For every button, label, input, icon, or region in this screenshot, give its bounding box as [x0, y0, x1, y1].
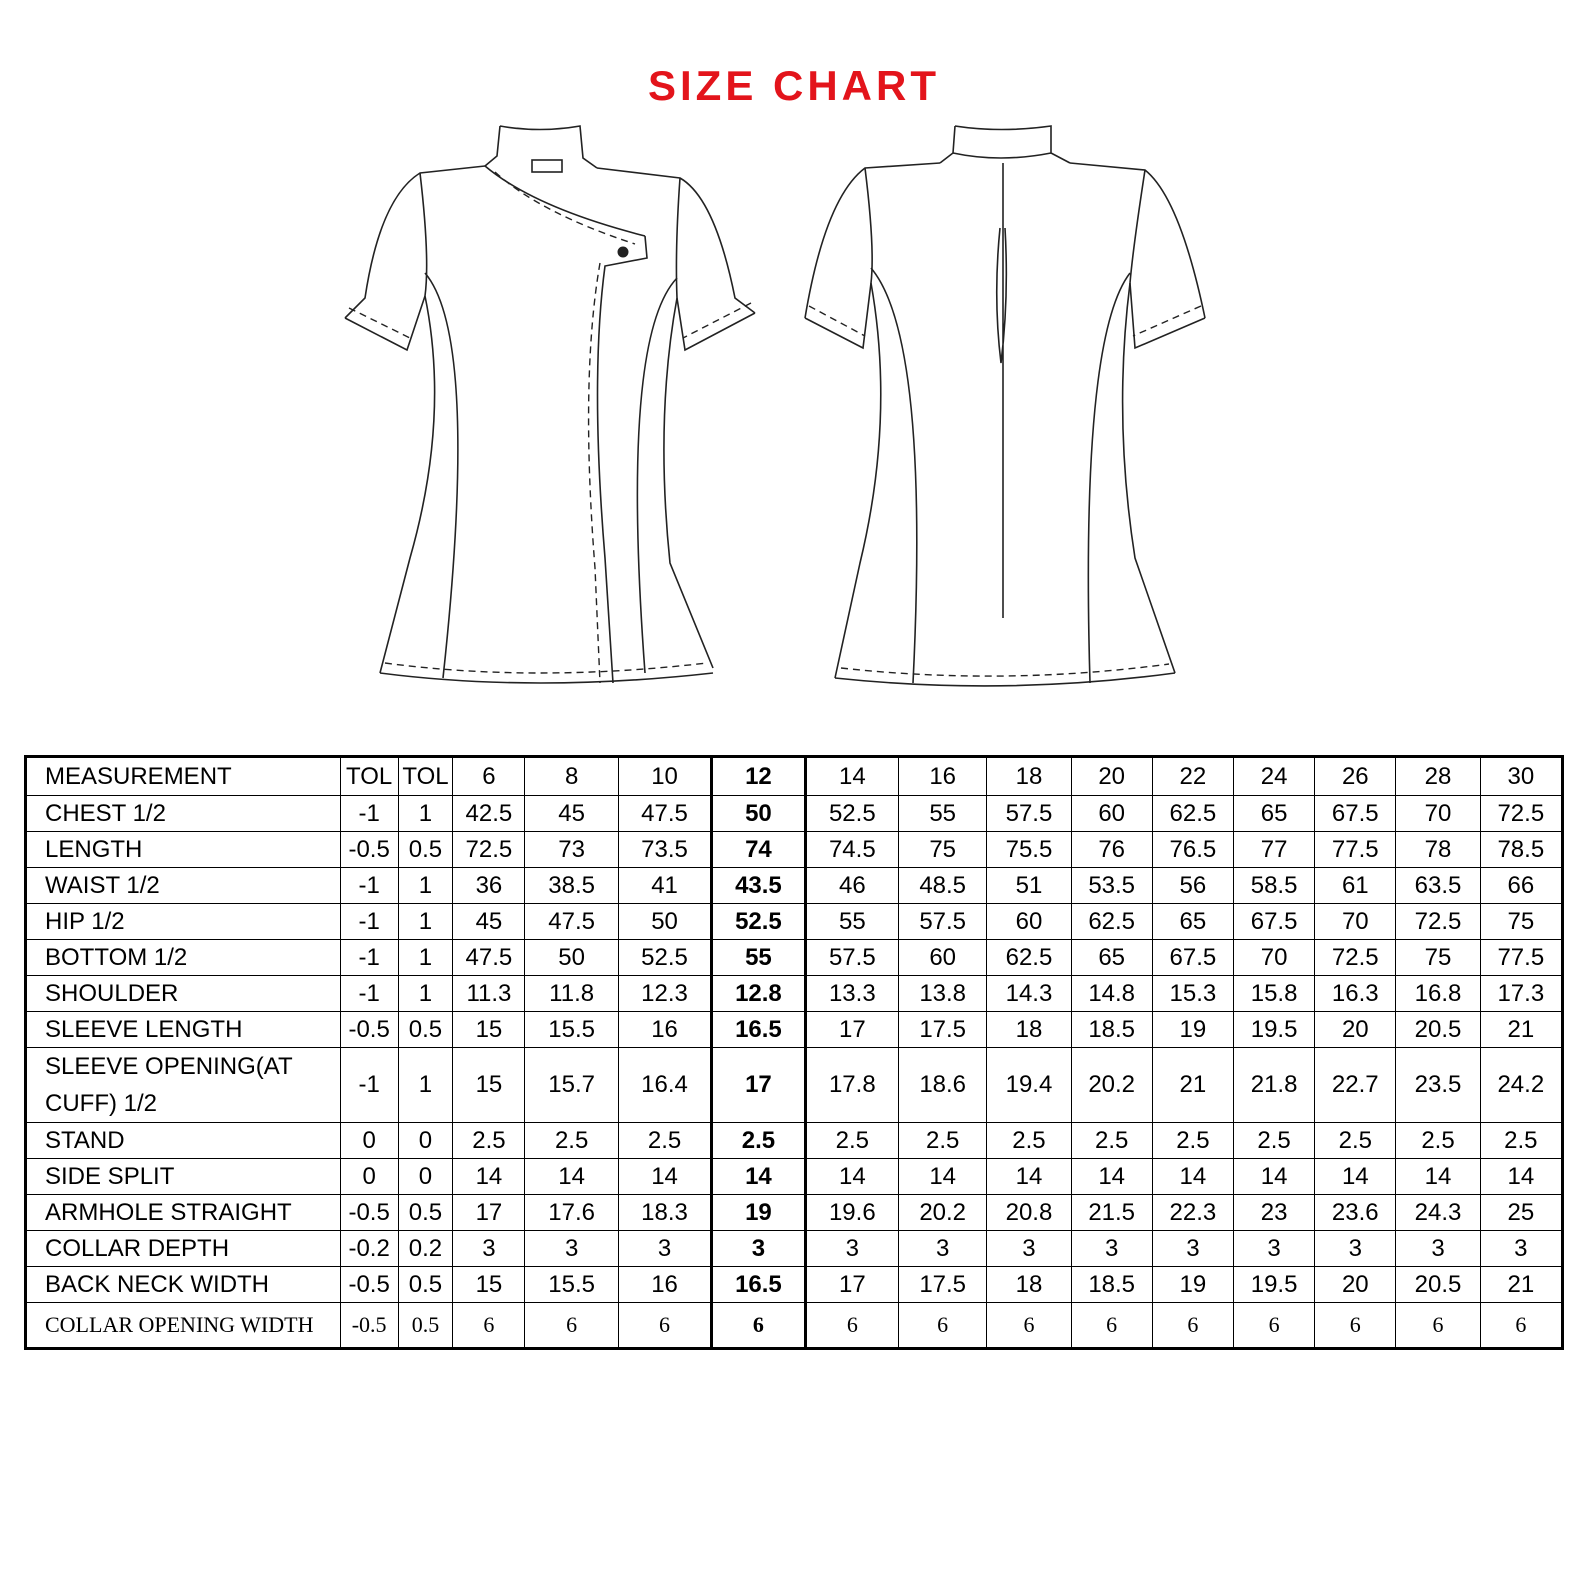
table-row [26, 832, 1563, 868]
table-cell: 23.6 [1315, 1195, 1396, 1231]
table-cell: 17.5 [899, 1012, 987, 1048]
table-cell: 20.2 [899, 1195, 987, 1231]
table-cell: 22.3 [1152, 1195, 1233, 1231]
table-cell: 20 [1315, 1012, 1396, 1048]
table-cell: 16.5 [712, 1267, 805, 1303]
table-cell: 0 [340, 1123, 398, 1159]
table-cell: 1 [398, 976, 453, 1012]
measurement-label: LENGTH [26, 832, 341, 868]
table-cell: 45 [525, 796, 618, 832]
table-cell: 17.5 [899, 1267, 987, 1303]
table-cell: 50 [712, 796, 805, 832]
table-cell: 20.2 [1071, 1048, 1152, 1123]
measurement-label: SHOULDER [26, 976, 341, 1012]
table-cell: 24.2 [1480, 1048, 1562, 1123]
table-cell: 77.5 [1315, 832, 1396, 868]
table-cell: 3 [1233, 1231, 1314, 1267]
table-cell: 16.3 [1315, 976, 1396, 1012]
table-cell: 14 [1315, 1159, 1396, 1195]
table-cell: 15.7 [525, 1048, 618, 1123]
table-cell: 50 [618, 904, 711, 940]
table-cell: 18.3 [618, 1195, 711, 1231]
table-cell: 13.8 [899, 976, 987, 1012]
table-cell: -1 [340, 940, 398, 976]
table-cell: 19.6 [805, 1195, 898, 1231]
table-cell: 2.5 [712, 1123, 805, 1159]
table-cell: 77 [1233, 832, 1314, 868]
table-cell: 1 [398, 796, 453, 832]
table-cell: 16 [618, 1267, 711, 1303]
table-cell: 14 [1152, 1159, 1233, 1195]
table-cell: 19 [1152, 1012, 1233, 1048]
table-cell: 3 [453, 1231, 525, 1267]
table-cell: 66 [1480, 868, 1562, 904]
table-cell: 2.5 [1480, 1123, 1562, 1159]
table-cell: 22.7 [1315, 1048, 1396, 1123]
table-cell: 72.5 [453, 832, 525, 868]
table-cell: -1 [340, 796, 398, 832]
table-cell: 17.6 [525, 1195, 618, 1231]
table-cell: 1 [398, 1048, 453, 1123]
table-cell: 17 [712, 1048, 805, 1123]
table-cell: 17.3 [1480, 976, 1562, 1012]
table-cell: 2.5 [899, 1123, 987, 1159]
table-cell: 14 [1480, 1159, 1562, 1195]
table-cell: 14 [453, 1159, 525, 1195]
header-cell: 14 [805, 757, 898, 796]
table-cell: 74.5 [805, 832, 898, 868]
measurement-label: STAND [26, 1123, 341, 1159]
table-cell: 52.5 [618, 940, 711, 976]
table-cell: 16.4 [618, 1048, 711, 1123]
table-cell: 60 [899, 940, 987, 976]
table-row [26, 940, 1563, 976]
header-cell: TOL [340, 757, 398, 796]
table-cell: 60 [1071, 796, 1152, 832]
table-cell: 57.5 [899, 904, 987, 940]
table-cell: 21.8 [1233, 1048, 1314, 1123]
table-cell: 70 [1233, 940, 1314, 976]
table-cell: 15.3 [1152, 976, 1233, 1012]
table-cell: 1 [398, 904, 453, 940]
table-cell: 19 [1152, 1267, 1233, 1303]
table-cell: 75.5 [987, 832, 1071, 868]
table-cell: 65 [1233, 796, 1314, 832]
table-cell: 46 [805, 868, 898, 904]
table-cell: -0.5 [340, 1195, 398, 1231]
table-row [26, 796, 1563, 832]
header-cell: 12 [712, 757, 805, 796]
table-cell: 3 [1315, 1231, 1396, 1267]
size-chart-body [26, 757, 1563, 1349]
table-cell: 77.5 [1480, 940, 1562, 976]
table-cell: 3 [1480, 1231, 1562, 1267]
table-row [26, 1012, 1563, 1048]
table-cell: 0.2 [398, 1231, 453, 1267]
table-cell: 18.5 [1071, 1267, 1152, 1303]
table-cell: 3 [618, 1231, 711, 1267]
table-cell: 6 [618, 1303, 711, 1349]
table-cell: 47.5 [525, 904, 618, 940]
table-cell: 11.3 [453, 976, 525, 1012]
table-cell: 6 [1315, 1303, 1396, 1349]
table-cell: 65 [1152, 904, 1233, 940]
table-cell: 72.5 [1315, 940, 1396, 976]
table-cell: 70 [1396, 796, 1480, 832]
table-cell: 57.5 [987, 796, 1071, 832]
table-cell: 47.5 [618, 796, 711, 832]
table-cell: 61 [1315, 868, 1396, 904]
table-cell: 0 [340, 1159, 398, 1195]
table-cell: 15.8 [1233, 976, 1314, 1012]
table-cell: 13.3 [805, 976, 898, 1012]
table-cell: -0.5 [340, 1303, 398, 1349]
table-cell: 23.5 [1396, 1048, 1480, 1123]
table-cell: 14 [618, 1159, 711, 1195]
table-cell: 6 [712, 1303, 805, 1349]
table-cell: 0 [398, 1123, 453, 1159]
table-cell: 48.5 [899, 868, 987, 904]
table-cell: 62.5 [987, 940, 1071, 976]
table-cell: 3 [1152, 1231, 1233, 1267]
table-cell: 78 [1396, 832, 1480, 868]
measurement-label: CHEST 1/2 [26, 796, 341, 832]
table-cell: 16 [618, 1012, 711, 1048]
table-cell: 36 [453, 868, 525, 904]
table-cell: 2.5 [1071, 1123, 1152, 1159]
table-cell: 21 [1480, 1267, 1562, 1303]
table-cell: 3 [987, 1231, 1071, 1267]
table-cell: 14 [712, 1159, 805, 1195]
table-cell: 75 [899, 832, 987, 868]
header-cell: 20 [1071, 757, 1152, 796]
table-cell: -1 [340, 904, 398, 940]
table-cell: 6 [805, 1303, 898, 1349]
table-cell: 6 [1071, 1303, 1152, 1349]
table-cell: 75 [1480, 904, 1562, 940]
table-cell: 20 [1315, 1267, 1396, 1303]
table-cell: 55 [805, 904, 898, 940]
table-cell: 63.5 [1396, 868, 1480, 904]
table-cell: 75 [1396, 940, 1480, 976]
table-cell: 24.3 [1396, 1195, 1480, 1231]
table-cell: 62.5 [1071, 904, 1152, 940]
table-row [26, 1123, 1563, 1159]
table-cell: 6 [1233, 1303, 1314, 1349]
table-cell: 6 [987, 1303, 1071, 1349]
table-cell: 76 [1071, 832, 1152, 868]
table-cell: 0 [398, 1159, 453, 1195]
table-cell: 0.5 [398, 1195, 453, 1231]
table-cell: 52.5 [712, 904, 805, 940]
table-cell: 20.5 [1396, 1267, 1480, 1303]
table-cell: 3 [712, 1231, 805, 1267]
header-cell: 24 [1233, 757, 1314, 796]
table-cell: -0.5 [340, 832, 398, 868]
table-cell: 14.3 [987, 976, 1071, 1012]
table-row [26, 904, 1563, 940]
table-cell: 0.5 [398, 1267, 453, 1303]
table-cell: 6 [453, 1303, 525, 1349]
table-cell: 2.5 [525, 1123, 618, 1159]
table-cell: 20.5 [1396, 1012, 1480, 1048]
table-cell: 3 [1396, 1231, 1480, 1267]
table-cell: 21 [1480, 1012, 1562, 1048]
table-cell: 15.5 [525, 1012, 618, 1048]
table-cell: 14 [805, 1159, 898, 1195]
table-cell: 0.5 [398, 1303, 453, 1349]
table-cell: 1 [398, 940, 453, 976]
table-cell: 15.5 [525, 1267, 618, 1303]
header-cell: 6 [453, 757, 525, 796]
table-cell: 65 [1071, 940, 1152, 976]
table-cell: 6 [525, 1303, 618, 1349]
measurement-label: COLLAR DEPTH [26, 1231, 341, 1267]
table-cell: 3 [899, 1231, 987, 1267]
table-cell: 67.5 [1152, 940, 1233, 976]
table-cell: 0.5 [398, 832, 453, 868]
table-cell: -0.2 [340, 1231, 398, 1267]
header-cell: 30 [1480, 757, 1562, 796]
table-cell: 19 [712, 1195, 805, 1231]
table-cell: 17 [453, 1195, 525, 1231]
measurement-label: BACK NECK WIDTH [26, 1267, 341, 1303]
table-cell: 50 [525, 940, 618, 976]
header-cell: 10 [618, 757, 711, 796]
table-cell: -1 [340, 868, 398, 904]
table-cell: 17 [805, 1012, 898, 1048]
table-cell: 76.5 [1152, 832, 1233, 868]
table-cell: 15 [453, 1267, 525, 1303]
table-cell: 16.5 [712, 1012, 805, 1048]
table-row [26, 1195, 1563, 1231]
table-cell: 73 [525, 832, 618, 868]
table-cell: 72.5 [1396, 904, 1480, 940]
header-cell: 28 [1396, 757, 1480, 796]
table-cell: 51 [987, 868, 1071, 904]
table-cell: 18 [987, 1012, 1071, 1048]
table-cell: 19.5 [1233, 1012, 1314, 1048]
table-cell: 14 [525, 1159, 618, 1195]
table-cell: 6 [1480, 1303, 1562, 1349]
measurement-label: ARMHOLE STRAIGHT [26, 1195, 341, 1231]
table-cell: 3 [1071, 1231, 1152, 1267]
measurement-label: WAIST 1/2 [26, 868, 341, 904]
table-cell: 25 [1480, 1195, 1562, 1231]
table-cell: 55 [712, 940, 805, 976]
header-cell: 22 [1152, 757, 1233, 796]
table-cell: -1 [340, 976, 398, 1012]
header-cell: 26 [1315, 757, 1396, 796]
table-cell: 2.5 [618, 1123, 711, 1159]
table-cell: 19.5 [1233, 1267, 1314, 1303]
table-cell: 2.5 [453, 1123, 525, 1159]
table-cell: 6 [899, 1303, 987, 1349]
table-row [26, 868, 1563, 904]
table-cell: 70 [1315, 904, 1396, 940]
table-cell: 62.5 [1152, 796, 1233, 832]
table-cell: 21.5 [1071, 1195, 1152, 1231]
table-cell: -0.5 [340, 1267, 398, 1303]
table-cell: 67.5 [1233, 904, 1314, 940]
table-cell: 56 [1152, 868, 1233, 904]
table-cell: 74 [712, 832, 805, 868]
header-cell: 18 [987, 757, 1071, 796]
table-cell: 14 [1396, 1159, 1480, 1195]
table-cell: 0.5 [398, 1012, 453, 1048]
table-row [26, 1231, 1563, 1267]
table-cell: 67.5 [1315, 796, 1396, 832]
table-cell: 47.5 [453, 940, 525, 976]
table-cell: 21 [1152, 1048, 1233, 1123]
table-cell: 2.5 [987, 1123, 1071, 1159]
table-cell: 14 [899, 1159, 987, 1195]
table-cell: 19.4 [987, 1048, 1071, 1123]
table-cell: 14 [1233, 1159, 1314, 1195]
header-cell: 16 [899, 757, 987, 796]
table-cell: 6 [1152, 1303, 1233, 1349]
header-cell: 8 [525, 757, 618, 796]
table-cell: 15 [453, 1048, 525, 1123]
size-chart-table [24, 755, 1564, 1350]
page-title: SIZE CHART [648, 62, 940, 109]
table-cell: 72.5 [1480, 796, 1562, 832]
table-cell: 17 [805, 1267, 898, 1303]
table-header-row [26, 757, 1563, 796]
table-cell: 16.8 [1396, 976, 1480, 1012]
table-cell: 23 [1233, 1195, 1314, 1231]
table-cell: 3 [525, 1231, 618, 1267]
front-view-tunic-drawing [335, 118, 775, 718]
table-cell: 15 [453, 1012, 525, 1048]
table-cell: 2.5 [1152, 1123, 1233, 1159]
table-cell: 2.5 [1396, 1123, 1480, 1159]
table-row [26, 1159, 1563, 1195]
measurement-label: SIDE SPLIT [26, 1159, 341, 1195]
table-cell: 12.8 [712, 976, 805, 1012]
measurement-label: SLEEVE OPENING(AT CUFF) 1/2 [26, 1048, 341, 1123]
table-cell: 2.5 [805, 1123, 898, 1159]
table-cell: 1 [398, 868, 453, 904]
table-cell: -1 [340, 1048, 398, 1123]
measurement-label: HIP 1/2 [26, 904, 341, 940]
table-cell: 18 [987, 1267, 1071, 1303]
table-cell: 78.5 [1480, 832, 1562, 868]
header-cell: TOL [398, 757, 453, 796]
table-cell: 14.8 [1071, 976, 1152, 1012]
table-cell: -0.5 [340, 1012, 398, 1048]
table-cell: 2.5 [1233, 1123, 1314, 1159]
table-cell: 11.8 [525, 976, 618, 1012]
table-cell: 18.6 [899, 1048, 987, 1123]
table-cell: 60 [987, 904, 1071, 940]
table-cell: 20.8 [987, 1195, 1071, 1231]
table-row [26, 1303, 1563, 1349]
table-row [26, 976, 1563, 1012]
header-cell-measurement: MEASUREMENT [26, 757, 341, 796]
table-cell: 42.5 [453, 796, 525, 832]
table-cell: 3 [805, 1231, 898, 1267]
table-cell: 73.5 [618, 832, 711, 868]
table-cell: 52.5 [805, 796, 898, 832]
table-cell: 14 [1071, 1159, 1152, 1195]
table-cell: 14 [987, 1159, 1071, 1195]
measurement-label: SLEEVE LENGTH [26, 1012, 341, 1048]
table-cell: 53.5 [1071, 868, 1152, 904]
table-cell: 6 [1396, 1303, 1480, 1349]
table-cell: 2.5 [1315, 1123, 1396, 1159]
table-cell: 12.3 [618, 976, 711, 1012]
table-cell: 41 [618, 868, 711, 904]
table-cell: 18.5 [1071, 1012, 1152, 1048]
measurement-label: COLLAR OPENING WIDTH [26, 1303, 341, 1349]
table-row [26, 1048, 1563, 1123]
table-row [26, 1267, 1563, 1303]
table-cell: 57.5 [805, 940, 898, 976]
measurement-label: BOTTOM 1/2 [26, 940, 341, 976]
table-cell: 43.5 [712, 868, 805, 904]
back-view-tunic-drawing [795, 118, 1235, 718]
table-cell: 58.5 [1233, 868, 1314, 904]
table-cell: 17.8 [805, 1048, 898, 1123]
table-cell: 45 [453, 904, 525, 940]
table-cell: 55 [899, 796, 987, 832]
table-cell: 38.5 [525, 868, 618, 904]
